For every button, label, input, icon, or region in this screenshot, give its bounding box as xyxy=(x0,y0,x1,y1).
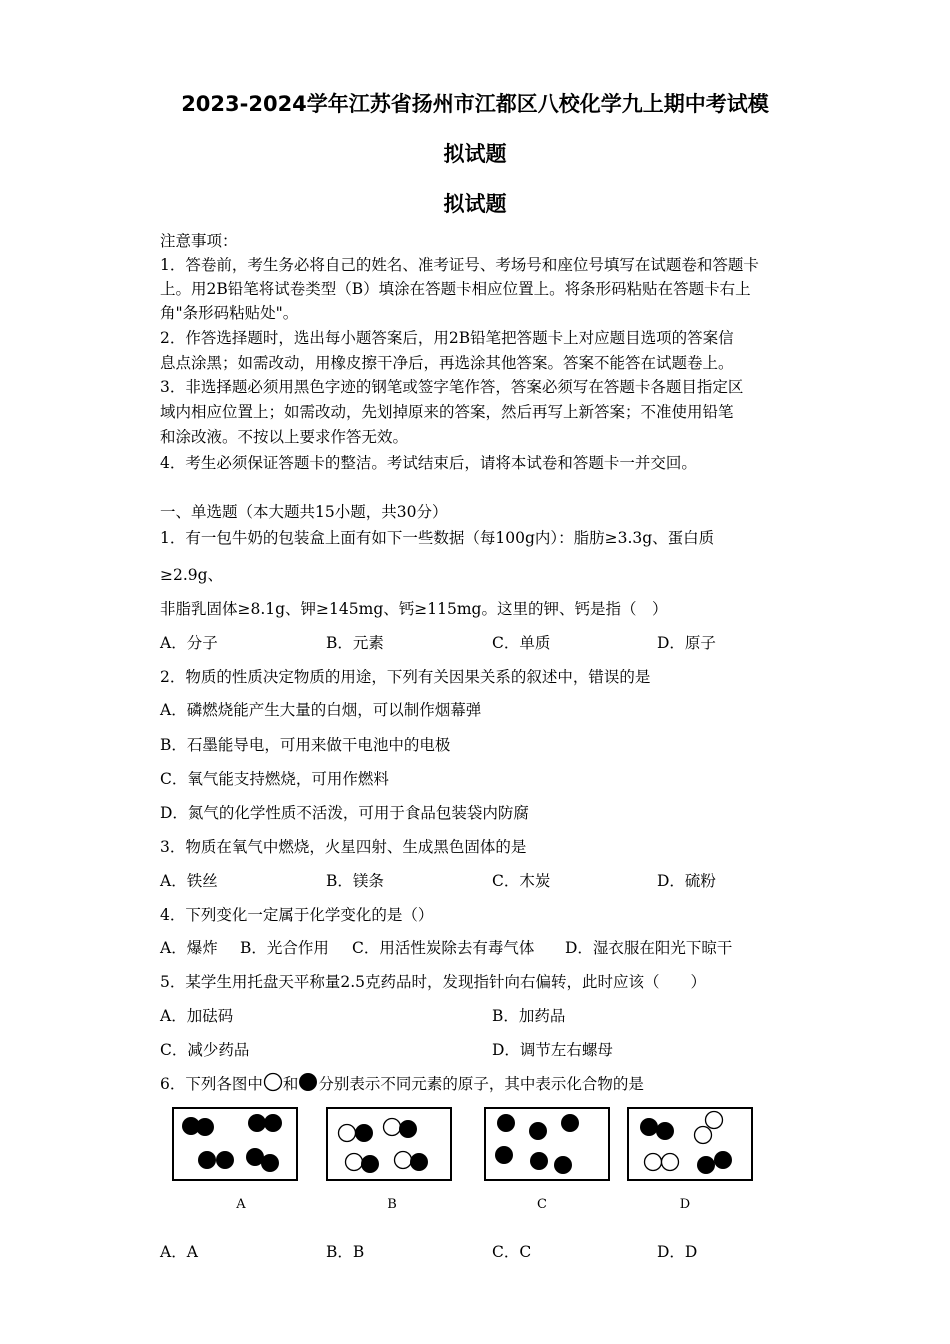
diagram-c xyxy=(484,1107,610,1181)
diagram-caption-b: B xyxy=(387,1197,397,1212)
q6-option-b: B．B xyxy=(326,1243,365,1261)
notice-heading: 注意事项： xyxy=(160,232,238,250)
white-atom-icon xyxy=(263,1072,283,1096)
section-heading: 一、单选题（本大题共15小题，共30分） xyxy=(160,503,448,521)
q1-option-a: A．分子 xyxy=(160,634,218,652)
q3-option-d: D．硫粉 xyxy=(657,872,716,890)
diagram-caption-c: C xyxy=(537,1197,547,1212)
q6-stem-part-1: 6．下列各图中 xyxy=(160,1075,263,1093)
q5-option-b: B．加药品 xyxy=(492,1007,566,1025)
notice-line: 角"条形码粘贴处"。 xyxy=(160,304,299,322)
q1-option-b: B．元素 xyxy=(326,634,384,652)
q2-stem: 2．物质的性质决定物质的用途，下列有关因果关系的叙述中，错误的是 xyxy=(160,668,651,686)
q6-option-c: C．C xyxy=(492,1243,532,1261)
diagram-a xyxy=(172,1107,298,1181)
q1-option-c: C．单质 xyxy=(492,634,551,652)
q6-stem-part-2: 和 xyxy=(282,1075,299,1093)
q3-option-b: B．镁条 xyxy=(326,872,384,890)
q2-option-d: D．氮气的化学性质不活泼，可用于食品包装袋内防腐 xyxy=(160,804,529,822)
q4-option-d: D．湿衣服在阳光下晾干 xyxy=(565,939,733,957)
notice-line: 上。用2B铅笔将试卷类型（B）填涂在答题卡相应位置上。将条形码粘贴在答题卡右上 xyxy=(160,280,751,298)
q3-option-a: A．铁丝 xyxy=(160,872,218,890)
q6-stem-part-3: 分别表示不同元素的原子，其中表示化合物的是 xyxy=(318,1075,644,1093)
notice-line: 和涂改液。不按以上要求作答无效。 xyxy=(160,428,409,446)
notice-line: 4．考生必须保证答题卡的整洁。考试结束后，请将本试卷和答题卡一并交回。 xyxy=(160,454,697,472)
q5-option-a: A．加砝码 xyxy=(160,1007,234,1025)
q1-stem-3: 非脂乳固体≥8.1g、钾≥145mg、钙≥115mg。这里的钾、钙是指（ ） xyxy=(160,600,668,618)
q5-option-d: D．调节左右螺母 xyxy=(492,1041,613,1059)
title-line-3: 拟试题 xyxy=(443,192,507,216)
q4-stem: 4．下列变化一定属于化学变化的是（） xyxy=(160,906,434,924)
q1-option-d: D．原子 xyxy=(657,634,716,652)
black-atom-icon xyxy=(298,1072,318,1096)
title-line-2: 拟试题 xyxy=(443,142,507,166)
diagram-caption-a: A xyxy=(236,1197,246,1212)
notice-line: 域内相应位置上；如需改动，先划掉原来的答案，然后再写上新答案；不准使用铅笔 xyxy=(160,403,734,421)
q4-option-b: B．光合作用 xyxy=(240,939,329,957)
diagram-caption-d: D xyxy=(679,1197,691,1212)
q1-stem-1: 1．有一包牛奶的包装盒上面有如下一些数据（每100g内）：脂肪≥3.3g、蛋白质 xyxy=(160,529,715,547)
q3-stem: 3．物质在氧气中燃烧，火星四射、生成黑色固体的是 xyxy=(160,838,527,856)
notice-line: 2．作答选择题时，选出每小题答案后，用2B铅笔把答题卡上对应题目选项的答案信 xyxy=(160,329,734,347)
q5-option-c: C．减少药品 xyxy=(160,1041,250,1059)
q6-option-a: A．A xyxy=(160,1243,198,1261)
q2-option-a: A．磷燃烧能产生大量的白烟，可以制作烟幕弹 xyxy=(160,701,482,719)
q1-stem-2: ≥2.9g、 xyxy=(160,566,224,584)
diagram-b xyxy=(326,1107,452,1181)
notice-line: 息点涂黑；如需改动，用橡皮擦干净后，再选涂其他答案。答案不能答在试题卷上。 xyxy=(160,354,734,372)
q3-option-c: C．木炭 xyxy=(492,872,551,890)
title-line-1: 2023-2024学年江苏省扬州市江都区八校化学九上期中考试模 xyxy=(181,92,769,116)
notice-line: 3．非选择题必须用黑色字迹的钢笔或签字笔作答，答案必须写在答题卡各题目指定区 xyxy=(160,378,744,396)
diagram-d xyxy=(627,1107,753,1181)
q6-option-d: D．D xyxy=(657,1243,698,1261)
q6-stem xyxy=(160,1072,644,1096)
q5-stem: 5．某学生用托盘天平称量2.5克药品时，发现指针向右偏转，此时应该（ ） xyxy=(160,973,707,991)
notice-line: 1．答卷前，考生务必将自己的姓名、准考证号、考场号和座位号填写在试题卷和答题卡 xyxy=(160,256,759,274)
q4-option-c: C．用活性炭除去有毒气体 xyxy=(352,939,535,957)
q4-option-a: A．爆炸 xyxy=(160,939,218,957)
q2-option-b: B．石墨能导电，可用来做干电池中的电极 xyxy=(160,736,451,754)
q2-option-c: C．氧气能支持燃烧，可用作燃料 xyxy=(160,770,389,788)
